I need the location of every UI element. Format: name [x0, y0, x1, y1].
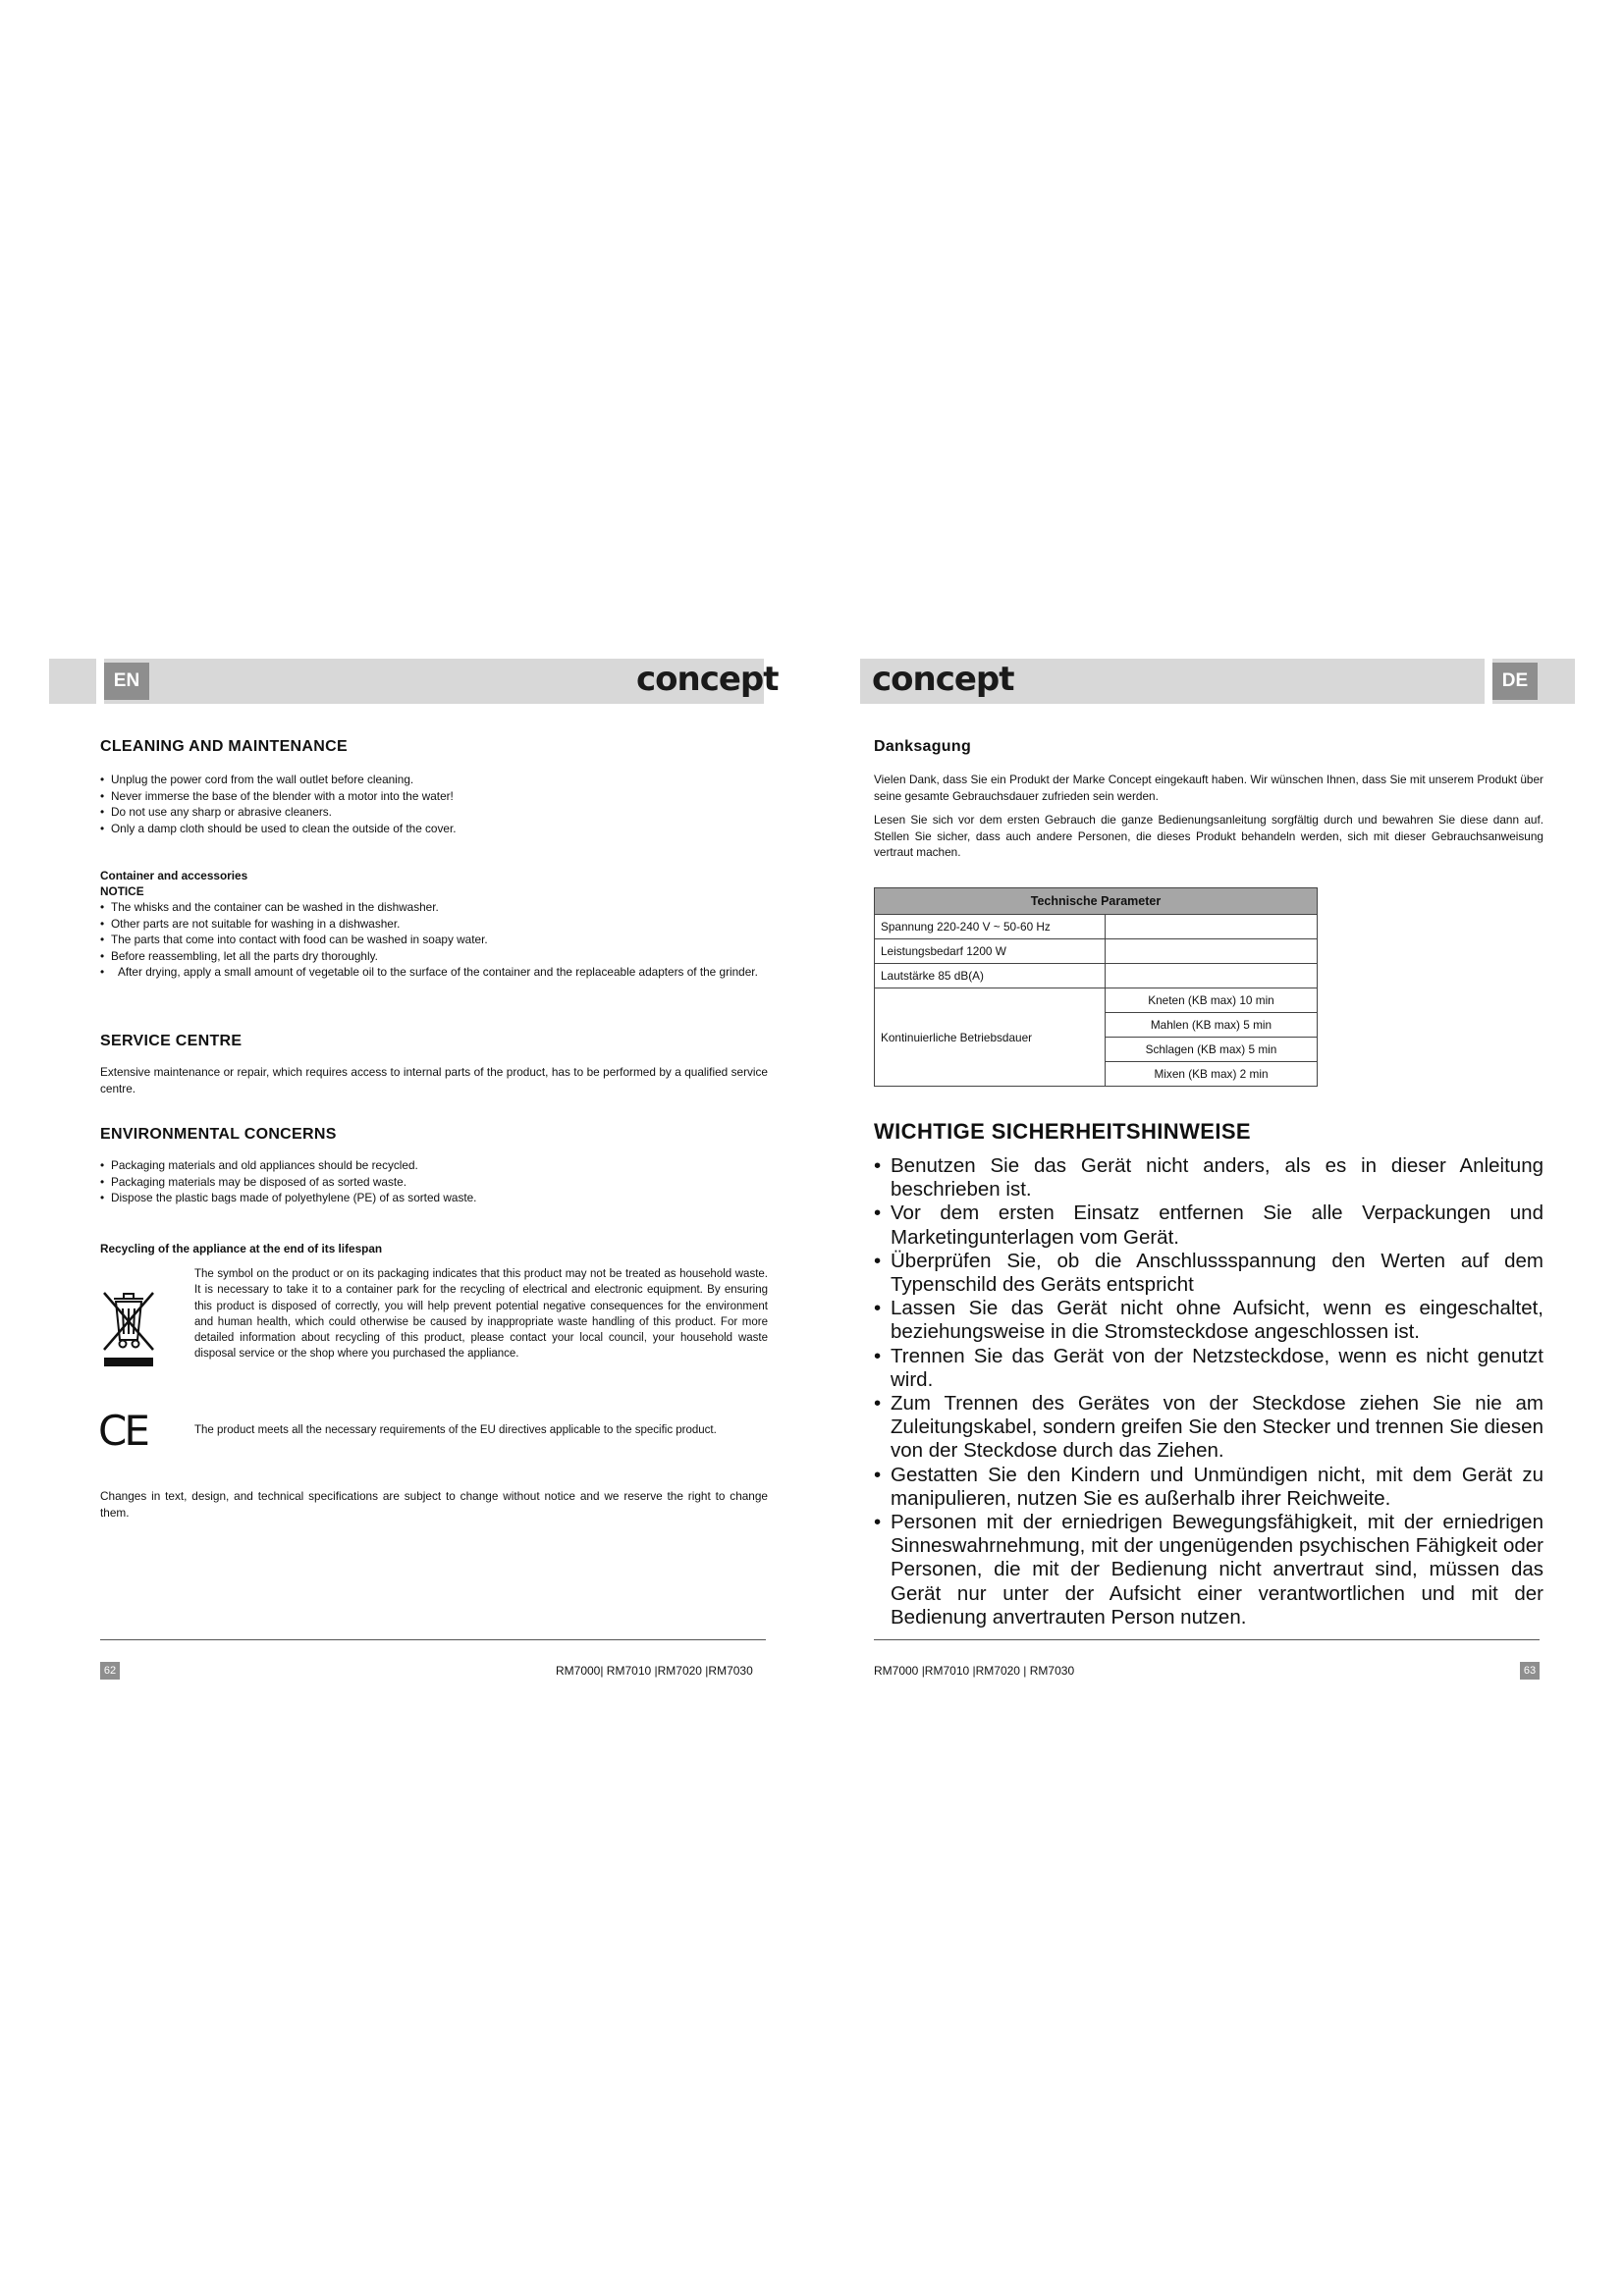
model-numbers-left: RM7000| RM7010 |RM7020 |RM7030: [556, 1664, 753, 1678]
cleaning-list: [100, 772, 768, 836]
table-row: [875, 964, 1318, 988]
section-title: CLEANING AND MAINTENANCE: [100, 738, 348, 755]
list-item: • Zum Trennen des Gerätes von der Steckdose ziehen Sie nie am Zuleitungskabel, sondern greifen Sie den Stecker und trennen Sie diesen von der Steckdose durch das Ziehen.: [874, 1392, 1543, 1464]
list-item: • Before reassembling, let all the parts dry thoroughly.: [100, 948, 768, 965]
service-section: [100, 1033, 768, 1096]
environment-section: [100, 1126, 768, 1206]
notice-label: NOTICE: [100, 884, 144, 898]
language-badge-de: DE: [1492, 663, 1538, 700]
page-number-left: 62: [100, 1662, 120, 1680]
recycling-title: Recycling of the appliance at the end of its lifespan: [100, 1242, 383, 1255]
table-cell: Spannung 220-240 V ~ 50-60 Hz: [875, 915, 1106, 939]
list-item: • Benutzen Sie das Gerät nicht anders, als es in dieser Anleitung beschrieben ist.: [874, 1154, 1543, 1201]
technical-parameters-table: [874, 887, 1318, 1087]
table-row: [875, 939, 1318, 964]
list-item: • After drying, apply a small amount of vegetable oil to the surface of the container and the replaceable adapters of the grinder.: [100, 964, 768, 981]
list-item: • Dispose the plastic bags made of polyethylene (PE) of as sorted waste.: [100, 1190, 768, 1206]
table-row: [875, 915, 1318, 939]
table-cell: [1106, 915, 1318, 939]
thanks-paragraph: Lesen Sie sich vor dem ersten Gebrauch die ganze Bedienungsanleitung sorgfältig durch und bewahren Sie diese dann auf. Stellen Sie sicher, dass auch andere Personen, die dieses Produkt behandeln werden, sich mit dieser Gebrauchsanweisung vertraut machen.: [874, 813, 1543, 859]
table-cell: Kneten (KB max) 10 min: [1106, 988, 1318, 1013]
list-item: • Other parts are not suitable for washing in a dishwasher.: [100, 916, 768, 933]
environment-list: [100, 1157, 768, 1206]
list-item: • Überprüfen Sie, ob die Anschlussspannung den Werten auf dem Typenschild des Geräts entspricht: [874, 1250, 1543, 1297]
header-separator: [96, 659, 104, 704]
recycling-text: The symbol on the product or on its packaging indicates that this product may not be treated as household waste. It is necessary to take it to a container park for the recycling of electrical and electronic equipment. By ensuring this product is disposed of correctly, you will help prevent potential negative consequences for the environment and human health, which could otherwise be caused by inappropriate waste handling of this product. For more detailed information about recycling of this product, please contact your local council, your household waste disposal service or the shop where you purchased the appliance.: [194, 1268, 768, 1361]
ce-mark-icon: CE: [98, 1407, 147, 1455]
table-cell: Kontinuierliche Betriebsdauer: [875, 988, 1106, 1087]
brand-logo-right: concept: [872, 660, 1014, 699]
page-number-right: 63: [1520, 1662, 1540, 1680]
thanks-paragraph: Vielen Dank, dass Sie ein Produkt der Marke Concept eingekauft haben. Wir wünschen Ihnen, dass Sie mit unserem Produkt über seine gesamte Gebrauchsdauer zufrieden sein werden.: [874, 773, 1543, 803]
ce-text: The product meets all the necessary requirements of the EU directives applicable to the specific product.: [194, 1424, 717, 1436]
service-text: Extensive maintenance or repair, which requires access to internal parts of the product, has to be performed by a qualified service centre.: [100, 1065, 768, 1095]
table-cell: Mixen (KB max) 2 min: [1106, 1062, 1318, 1087]
container-list: [100, 899, 768, 981]
list-item: • Packaging materials may be disposed of as sorted waste.: [100, 1174, 768, 1191]
list-item: • Only a damp cloth should be used to clean the outside of the cover.: [100, 821, 768, 837]
footer-rule-left: [100, 1639, 766, 1640]
brand-logo-left: concept: [636, 660, 779, 699]
list-item: • Gestatten Sie den Kindern und Unmündigen nicht, mit dem Gerät zu manipulieren, nutzen Sie es außerhalb ihrer Reichweite.: [874, 1464, 1543, 1511]
table-cell: Schlagen (KB max) 5 min: [1106, 1038, 1318, 1062]
list-item: • Do not use any sharp or abrasive cleaners.: [100, 804, 768, 821]
list-item: • The whisks and the container can be washed in the dishwasher.: [100, 899, 768, 916]
safety-list: [874, 1154, 1543, 1629]
table-cell: Lautstärke 85 dB(A): [875, 964, 1106, 988]
changes-notice: Changes in text, design, and technical specifications are subject to change without notice and we reserve the right to change them.: [100, 1489, 768, 1520]
table-row: [875, 988, 1318, 1013]
table-cell: [1106, 964, 1318, 988]
list-item: • Never immerse the base of the blender with a motor into the water!: [100, 788, 768, 805]
language-badge-en: EN: [104, 663, 149, 700]
list-item: • Vor dem ersten Einsatz entfernen Sie alle Verpackungen und Marketingunterlagen vom Gerät.: [874, 1201, 1543, 1249]
section-title: SERVICE CENTRE: [100, 1033, 243, 1049]
list-item: • Packaging materials and old appliances should be recycled.: [100, 1157, 768, 1174]
crossed-bin-icon: [98, 1289, 159, 1369]
model-numbers-right: RM7000 |RM7010 |RM7020 | RM7030: [874, 1664, 1075, 1678]
list-item: • Personen mit der erniedrigen Bewegungsfähigkeit, mit der erniedrigen Sinneswahrnehmung, mit der ungenügenden psychischen Fähigkeit oder Personen, die mit der Bedienung nicht anvertraut sind, müssen das Gerät nur unter der Aufsicht einer verantwortlichen und mit der Bedienung anvertrauten Person nutzen.: [874, 1511, 1543, 1629]
list-item: • Unplug the power cord from the wall outlet before cleaning.: [100, 772, 768, 788]
list-item: • The parts that come into contact with food can be washed in soapy water.: [100, 932, 768, 948]
safety-title: WICHTIGE SICHERHEITSHINWEISE: [874, 1119, 1251, 1144]
table-cell: Mahlen (KB max) 5 min: [1106, 1013, 1318, 1038]
footer-rule-right: [874, 1639, 1540, 1640]
table-cell: Leistungsbedarf 1200 W: [875, 939, 1106, 964]
container-section: [100, 868, 768, 981]
table-cell: [1106, 939, 1318, 964]
section-title: ENVIRONMENTAL CONCERNS: [100, 1126, 337, 1143]
list-item: • Lassen Sie das Gerät nicht ohne Aufsicht, wenn es eingeschaltet, beziehungsweise in die Stromsteckdose angeschlossen ist.: [874, 1297, 1543, 1344]
section-title: Danksagung: [874, 738, 972, 755]
list-item: • Trennen Sie das Gerät von der Netzsteckdose, wenn es nicht genutzt wird.: [874, 1345, 1543, 1392]
thanks-section: [874, 738, 1543, 861]
header-separator: [1485, 659, 1492, 704]
subsection-title: Container and accessories: [100, 869, 248, 882]
table-title: Technische Parameter: [875, 888, 1318, 915]
cleaning-section: [100, 738, 768, 836]
